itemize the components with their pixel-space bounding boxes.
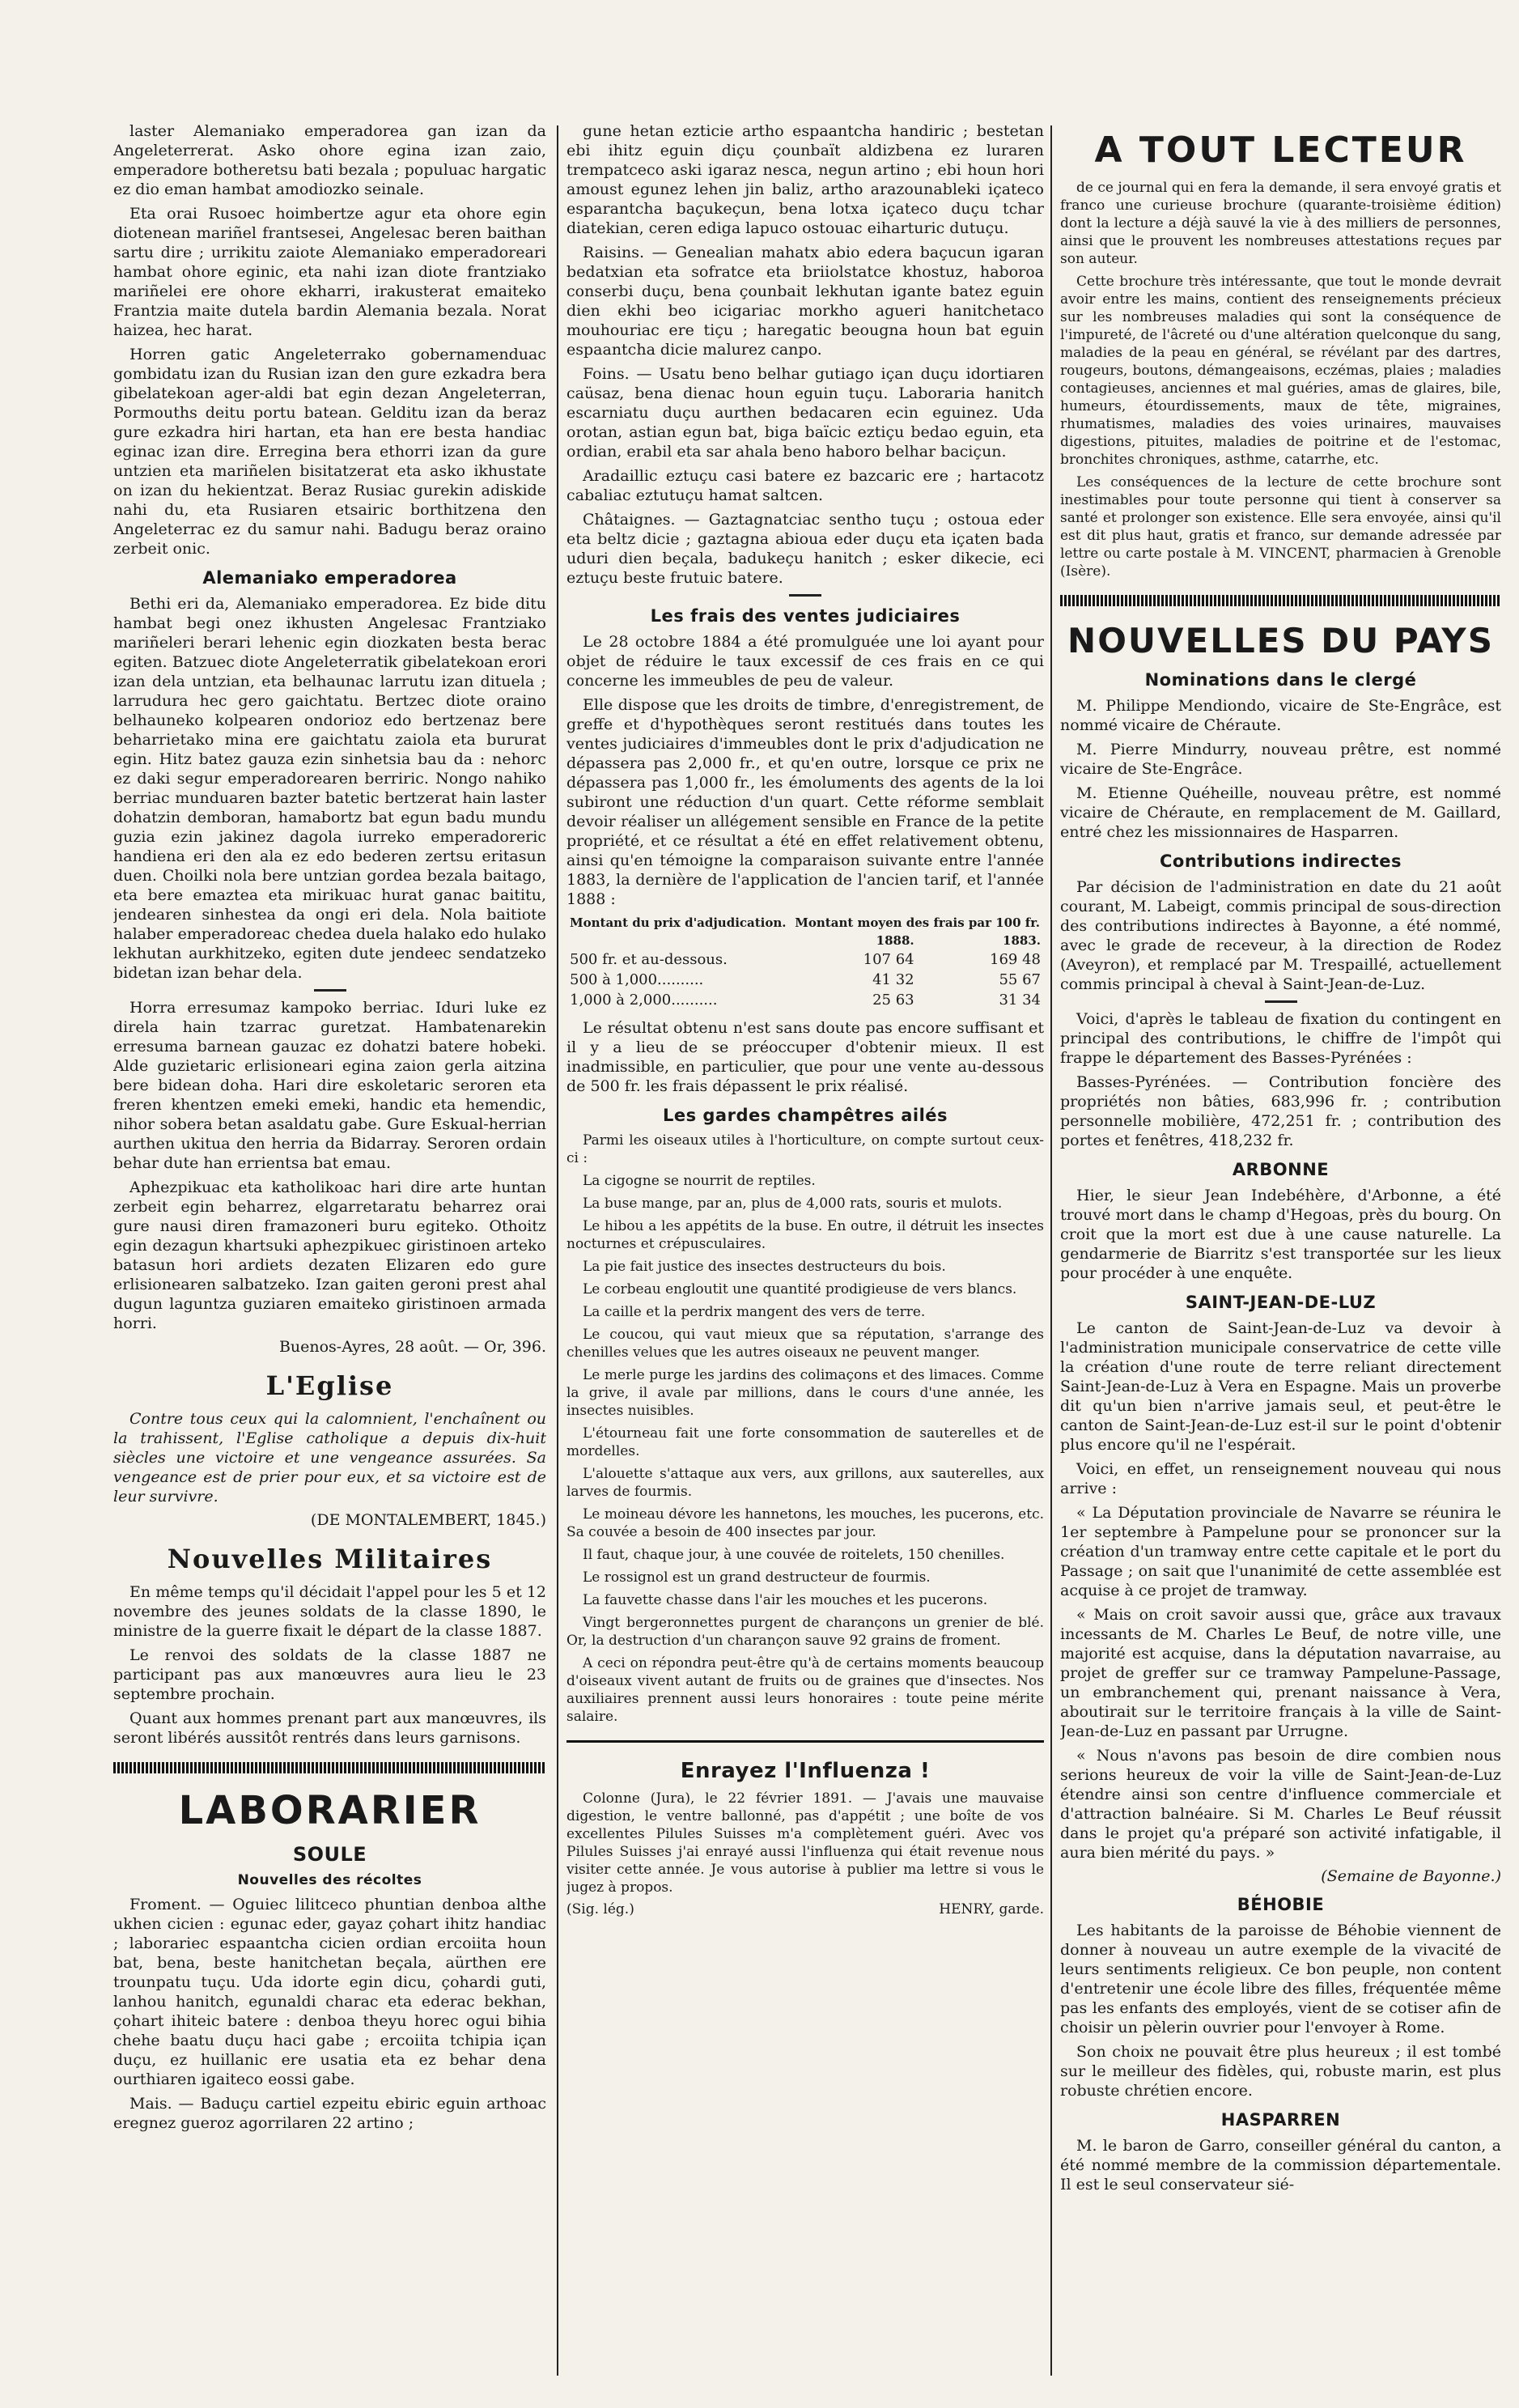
article-paragraph: Vingt bergeronnettes purgent de charançons un grenier de blé. Or, la destruction d'un charançon sauve 92 grains de froment. bbox=[566, 1615, 1044, 1649]
ad-heading: Enrayez l'Influenza ! bbox=[680, 1759, 931, 1783]
column-2 bbox=[566, 121, 1044, 1917]
article-paragraph: Horren gatic Angeleterrako gobernamenduac gombidatu izan du Rusian izan den gure ezkadra bera gibelatekoan ager-aldi bat egin dezan Angeleterran, Pormouths deitu portu batean. Gelditu izan da beraz gure ezkadra hiri hartan, eta han ere besta handiac eginac izan dire. Erregina bera ethorri izan da gure untzien eta mariñelen bisitatzerat eta asko ikhustate on izan du hekientzat. Beraz Rusiac gurekin adiskide nahi du, eta Rusiaren etsairic borthitzena den Angeleterrac ez du samur nahi. Badugu beraz oraino zerbeit onic. bbox=[113, 346, 546, 558]
section-heading: Les frais des ventes judiciaires bbox=[650, 606, 961, 626]
article-paragraph: Quant aux hommes prenant part aux manœuvres, ils seront libérés aussitôt rentrés dans leurs garnisons. bbox=[113, 1709, 546, 1747]
article-paragraph: Son choix ne pouvait être plus heureux ; il est tombé sur le meilleur des fidèles, qui, robuste marin, est plus robuste chrétien encore. bbox=[1060, 2043, 1501, 2100]
column-rule bbox=[557, 125, 558, 2376]
section-rule bbox=[113, 1762, 546, 1773]
table-cell: 500 à 1,000.......... bbox=[570, 971, 704, 988]
subsection-heading: ARBONNE bbox=[1232, 1160, 1330, 1179]
subsection-heading: SOULE bbox=[292, 1843, 367, 1866]
article-paragraph: Voici, d'après le tableau de fixation du contingent en principal des contributions, le chiffre de l'impôt qui frappe le département des Basses-Pyrénées : bbox=[1060, 1010, 1501, 1067]
ad-paragraph: de ce journal qui en fera la demande, il sera envoyé gratis et franco une curieuse brochure (quarante-troisième édition) dont la lecture a déjà sauvé la vie à des milliers de personnes, ainsi que le prouvent les nombreuses attestations reçues par son auteur. bbox=[1060, 180, 1501, 267]
column-3 bbox=[1060, 121, 1501, 2199]
divider bbox=[789, 594, 821, 597]
ad-paragraph: Les conséquences de la lecture de cette brochure sont inestimables pour toute personne qui tient à conserver sa santé et prolonger son existence. Elle sera envoyée, ainsi qu'il est dit plus haut, gratis et franco, sur demande adressée par lettre ou carte postale à M. VINCENT, pharmacien à Grenoble (Isère). bbox=[1060, 474, 1501, 580]
article-paragraph: L'étourneau fait une forte consommation de sauterelles et de mordelles. bbox=[566, 1425, 1044, 1459]
subsection-heading: Nominations dans le clergé bbox=[1144, 670, 1417, 690]
article-paragraph: Elle dispose que les droits de timbre, d'enregistrement, de greffe et d'hypothèques seront restitués dans toutes les ventes judiciaires d'immeubles dont le prix d'adjudication ne dépassera pas 2,000 fr., et qu'en outre, lorsque ce prix ne dépassera pas 1,000 fr., les émoluments des agents de la loi subiront une réduction d'un quart. Cette réforme semblait devoir réaliser un allégement sensible en France de la petite propriété, et ce résultat a été en effet relativement obtenu, ainsi qu'en témoigne la comparaison suivante entre l'année 1883, la dernière de l'application de l'ancien tarif, et l'année 1888 : bbox=[566, 696, 1044, 908]
article-paragraph: A ceci on répondra peut-être qu'à de certains moments beaucoup d'oiseaux vivent autant de fruits ou de graines que d'insectes. Nos auxiliaires prennent aussi leurs honoraires : toute peine mérite salaire. bbox=[566, 1655, 1044, 1725]
table-row bbox=[566, 949, 1044, 970]
article-paragraph: gune hetan ezticie artho espaantcha handiric ; bestetan ebi ihitz eguin diçu çounbaït aldizbena ez luraren trempatceco aski igaraz nesca, negun artino ; ebi houn hori amoust egunez lehen jin baliz, artho arazounableki içateco esparantcha baçukeçun, bena lotxa içateco duçu tchar diatekian, ceren ediga lapuco ostouac eiharturic dutuçu. bbox=[566, 122, 1044, 237]
article-paragraph: La cigogne se nourrit de reptiles. bbox=[583, 1173, 816, 1189]
article-paragraph: « La Députation provinciale de Navarre se réunira le 1er septembre à Pampelune pour se prononcer sur la création d'un tramway entre cette capitale et le port du Passage ; on sait que l'unanimité de cette assemblée est acquise à ce projet de tramway. bbox=[1060, 1504, 1501, 1599]
article-paragraph: Mais. — Baduçu cartiel ezpeitu ebiric eguin arthoac eregnez gueroz agorrilaren 22 artino ; bbox=[113, 2095, 546, 2132]
section-heading: Les gardes champêtres ailés bbox=[662, 1106, 948, 1125]
divider bbox=[314, 989, 346, 992]
table-header: Montant du prix d'adjudication. bbox=[570, 915, 787, 930]
article-paragraph: Raisins. — Genealian mahatx abio edera baçucun igaran bedatxian eta sofratce eta briiolstatce khostuz, haboroa conserbi duçu, bena çounbait lekhutan igante batez eguin dien ekhi beo icigariac morkho agueri hanitchetaco mouhouriac ere tiçu ; haregatic beougna houn bat eguin espaantcha dicie malurez canpo. bbox=[566, 244, 1044, 359]
fees-table bbox=[566, 914, 1044, 1010]
article-paragraph: La buse mange, par an, plus de 4,000 rats, souris et mulots. bbox=[583, 1196, 1003, 1212]
subsection-heading: BÉHOBIE bbox=[1237, 1895, 1325, 1914]
article-paragraph: La fauvette chasse dans l'air les mouches et les pucerons. bbox=[583, 1592, 988, 1608]
table-header: 1888. bbox=[876, 933, 914, 948]
section-heading: Nouvelles Militaires bbox=[167, 1544, 493, 1574]
article-paragraph: Hier, le sieur Jean Indebéhère, d'Arbonne, a été trouvé mort dans le champ d'Hegoas, près du bourg. On croit que la mort est due à une cause naturelle. La gendarmerie de Biarritz s'est transportée sur les lieux pour procéder à une enquête. bbox=[1060, 1187, 1501, 1282]
divider bbox=[1265, 1000, 1297, 1003]
table-header: Montant moyen des frais par 100 fr. bbox=[795, 915, 1040, 930]
table-row bbox=[566, 970, 1044, 990]
column-rule bbox=[1050, 125, 1052, 2376]
article-paragraph: L'alouette s'attaque aux vers, aux grillons, aux sauterelles, aux larves de fourmis. bbox=[566, 1466, 1044, 1500]
source-signature: (Semaine de Bayonne.) bbox=[1321, 1867, 1501, 1885]
article-paragraph: laster Alemaniako emperadorea gan izan da Angeleterrerat. Asko ohore egina izan zaio, emperadore botheretsu bati bezala ; populuac hargatic ez dio eman hambat amodiozko seinale. bbox=[113, 122, 546, 198]
article-paragraph: Par décision de l'administration en date du 21 août courant, M. Labeigt, commis principal de sous-direction des contributions indirectes à Bayonne, a été nommé, avec le grade de receveur, à la direction de Rodez (Aveyron), et remplacé par M. Trespaillé, actuellement commis principal à cheval à Saint-Jean-de-Luz. bbox=[1060, 878, 1501, 993]
article-paragraph: Châtaignes. — Gaztagnatciac sentho tuçu ; ostoua eder eta beltz dicie ; gaztagna abioua eder duçu eta içaten bada uduri dien beçala, badukeçu hanitch ; esker dikecie, eci eztuçu beste frutuic batere. bbox=[566, 511, 1044, 587]
table-cell: 41 32 bbox=[872, 971, 914, 988]
subsection-heading: SAINT-JEAN-DE-LUZ bbox=[1185, 1293, 1377, 1312]
article-paragraph: M. le baron de Garro, conseiller général du canton, a été nommé membre de la commission départementale. Il est le seul conservateur sié- bbox=[1060, 2137, 1501, 2194]
subsection-heading: Contributions indirectes bbox=[1160, 852, 1402, 871]
article-paragraph: M. Etienne Quéheille, nouveau prêtre, est nommé vicaire de Chéraute, en remplacement de M. Gaillard, entré chez les missionnaires de Hasparren. bbox=[1060, 784, 1501, 841]
article-paragraph: La pie fait justice des insectes destructeurs du bois. bbox=[583, 1259, 946, 1275]
subsection-heading: HASPARREN bbox=[1220, 2110, 1341, 2130]
dateline: Buenos-Ayres, 28 août. — Or, 396. bbox=[278, 1338, 546, 1356]
article-paragraph: Bethi eri da, Alemaniako emperadorea. Ez bide ditu hambat begi onez ikhusten Angelesac Frantziako mariñeleri berari lehenic egin diozkaten besta berac egiten. Batzuec diote Angeleterratik gibelatekoan erori izan dela untzian, eta belhaunac larrutu izan dituela ; larrudura hec gero gaichtatu. Bertzec diote oraino belhauneko kolpearen ondorioz edo bertzenaz bere beharrietako mina ere gaichtatu zaiola eta bururat egin. Hitz batez gauza ezin sinhetsia bau da : nehorc ez daki segur emperadorearen berriric. Nongo nahiko berriac munduaren bazter batetic bertzerat hain laster dohatzin demboran, hamabortz bat egun badu mundu guzia ezin jakinez dagola iurreko emperadoreric handiena eri den ala ez edo bederen zertsu eritasun duen. Choilki nola bere untzian gordea bezala baitago, eta bere emaztea eta mirikuac hurat ganac baititu, jendearen sinhestea da ongi eri dela. Nola baitiote halaber emperadoreac chedea duela halako edo hulako lekhutan aurkhitzeko, egiten dute jendeec sendatzeko bidetan izan behar dela. bbox=[113, 595, 546, 982]
article-paragraph: Parmi les oiseaux utiles à l'horticulture, on compte surtout ceux-ci : bbox=[566, 1132, 1044, 1166]
article-paragraph: Eta orai Rusoec hoimbertze agur eta ohore egin diotenean mariñel frantsesei, Angelesac beren baithan sartu dire ; urrikitu zaiote Alemaniako emperadoreari hambat ohore eginic, eta nahi izan diote frantziako mariñelei ere ohore ekharri, irakusterat emaiteko Frantzia maite dutela bardin Alemania bezala. Norat haizea, hec harat. bbox=[113, 205, 546, 339]
table-cell: 500 fr. et au-dessous. bbox=[570, 951, 728, 968]
article-paragraph: « Mais on croit savoir aussi que, grâce aux travaux incessants de M. Charles Le Beuf, de notre ville, une majorité est acquise, dans la députation navarraise, au projet de greffer sur ce tramway Pampelune-Passage, un embranchement qui, prenant naissance à Vera, aboutirait sur le territoire français à la ville de Saint-Jean-de-Luz en passant par Urrugne. bbox=[1060, 1606, 1501, 1740]
subsection-heading: Nouvelles des récoltes bbox=[237, 1872, 422, 1888]
quote-paragraph: Contre tous ceux qui la calomnient, l'enchaînent ou la trahissent, l'Eglise catholique a depuis dix-huit siècles une victoire et une vengeance assurées. Sa vengeance est de prier pour eux, et sa victoire est de leur survivre. bbox=[113, 1410, 546, 1506]
article-paragraph: Froment. — Oguiec lilitceco phuntian denboa althe ukhen cicien : egunac eder, gayaz çohart ihitz handiac ; laborariec espaantcha cicien ordian ercoiita houn bat, bena, beste hanitchetan beçala, aürthen ere trounpatu tuçu. Uda idorte egin dicu, çohardi guti, lanhou hanitch, egunaldi charac eta ederac bekhan, çohart ihiteic batere : denboa theyu horec ogui bihia chehe baatu duçu haci gabe ; ercoiita tchipia içan duçu, ez huillanic ere usatia eta ez behar dena ourthiaren igaiteco eossi gabe. bbox=[113, 1896, 546, 2088]
section-rule bbox=[1060, 595, 1501, 606]
article-paragraph: M. Pierre Mindurry, nouveau prêtre, est nommé vicaire de Ste-Engrâce. bbox=[1060, 741, 1501, 778]
article-paragraph: Foins. — Usatu beno belhar gutiago içan duçu idortiaren caüsaz, bena dienac houn eguin tuçu. Laboraria hanitch escarniatu duçu aurthen bedacaren ecin eguinez. Uda orotan, astian egun bat, biga baïcic eztiçu bedao eguin, eta ordian, erabil eta sar ahala beno haboro belhar baciçun. bbox=[566, 365, 1044, 461]
article-paragraph: Le merle purge les jardins des colimaçons et des limaces. Comme la grive, il avale par millions, dans le cours d'une année, les insectes nuisibles. bbox=[566, 1367, 1044, 1419]
table-cell: 31 34 bbox=[999, 992, 1041, 1009]
quote-signature: (DE MONTALEMBERT, 1845.) bbox=[310, 1511, 546, 1529]
table-header: 1883. bbox=[1003, 933, 1041, 948]
article-paragraph: Il faut, chaque jour, à une couvée de roitelets, 150 chenilles. bbox=[583, 1547, 1005, 1563]
article-paragraph: Le résultat obtenu n'est sans doute pas encore suffisant et il y a lieu de se préoccuper d'obtenir mieux. Il est inadmissible, en particulier, que pour une vente au-dessous de 500 fr. les frais dépassent le prix réalisé. bbox=[566, 1019, 1044, 1095]
section-heading: L'Eglise bbox=[265, 1370, 394, 1401]
article-paragraph: « Nous n'avons pas besoin de dire combien nous serions heureux de voir la ville de Saint-Jean-de-Luz étendre ainsi son centre d'influence commerciale et d'attraction balnéaire. Si M. Charles Le Beuf réussit dans le projet qu'a préparé son activité infatigable, il aura bien mérité du pays. » bbox=[1060, 1747, 1501, 1862]
column-1 bbox=[113, 121, 546, 2138]
article-paragraph: En même temps qu'il décidait l'appel pour les 5 et 12 novembre des jeunes soldats de la classe 1890, le ministre de la guerre fixait le départ de la classe 1887. bbox=[113, 1583, 546, 1640]
ad-heading: A TOUT LECTEUR bbox=[1094, 130, 1467, 171]
advertisement bbox=[566, 1740, 1044, 1917]
article-paragraph: Le moineau dévore les hannetons, les mouches, les pucerons, etc. Sa couvée a besoin de 400 insectes par jour. bbox=[566, 1506, 1044, 1540]
table-cell: 55 67 bbox=[999, 971, 1041, 988]
article-paragraph: Aphezpikuac eta katholikoac hari dire arte huntan zerbeit egin beharrez, elgarretaratu beharrez orai gure nausi diren framazoneri buru egiteko. Othoitz egin dezagun khartsuki aphezpikuec giristinoen arteko batasun hori ardiets dezaten Elizaren edo gure erlisionearen salbatzeko. Izan gaiten geroni prest ahal dugun laguntza guziaren emaiteko giristinoen armada horri. bbox=[113, 1179, 546, 1332]
article-paragraph: La caille et la perdrix mangent des vers de terre. bbox=[583, 1304, 926, 1320]
article-paragraph: Le canton de Saint-Jean-de-Luz va devoir à l'administration municipale conservatrice de cette ville la création d'une route de terre reliant directement Saint-Jean-de-Luz à Vera en Espagne. Mais un proverbe dit qu'un bien n'arrive jamais seul, et peut-être le canton de Saint-Jean-de-Luz est-il sur le point d'obtenir plus encore qu'il ne l'espérait. bbox=[1060, 1319, 1501, 1454]
ad-text: Colonne (Jura), le 22 février 1891. — J'avais une mauvaise digestion, le ventre ballonné, pas d'appétit ; une boîte de vos excellentes Pilules Suisses m'a complètement guéri. Avec vos Pilules Suisses j'ai enrayé aussi l'influenza qui était revenue nous visiter cette année. Je vous autorise à publier ma lettre si vous le jugez à propos. bbox=[566, 1790, 1044, 1896]
table-cell: 107 64 bbox=[863, 951, 914, 968]
article-paragraph: Basses-Pyrénées. — Contribution foncière des propriétés non bâties, 683,996 fr. ; contribution personnelle mobilière, 472,251 fr. ; contribution des portes et fenêtres, 418,232 fr. bbox=[1060, 1073, 1501, 1149]
table-row bbox=[566, 990, 1044, 1010]
ad-paragraph: Cette brochure très intéressante, que tout le monde devrait avoir entre les mains, contient des renseignements précieux sur les nombreuses maladies qui sont la conséquence de l'impureté, de l'âcreté ou d'une altération quelconque du sang, maladies de la peau en général, se révélant par des dartres, rougeurs, boutons, démangeaisons, eczémas, plaies ; maladies contagieuses, anciennes et mal guéries, amas de glaires, bile, humeurs, étourdissements, maux de tête, migraines, rhumatismes, maladies des voies urinaires, mauvaises digestions, pituites, maladies de poitrine et de l'estomac, bronchites chroniques, asthme, catarrhe, etc. bbox=[1060, 274, 1501, 468]
article-paragraph: Le hibou a les appétits de la buse. En outre, il détruit les insectes nocturnes et crépusculaires. bbox=[566, 1218, 1044, 1252]
article-paragraph: Le coucou, qui vaut mieux que sa réputation, s'arrange des chenilles velues que les autres oiseaux ne peuvent manger. bbox=[566, 1327, 1044, 1361]
section-heading: NOUVELLES DU PAYS bbox=[1067, 621, 1494, 660]
article-paragraph: Horra erresumaz kampoko berriac. Iduri luke ez direla hain tzarrac guretzat. Hambatenarekin erresuma barnean gauzac ez dohatzi batere hobeki. Alde guzietaric erlisioneari egina zaion gerla aitzina bere bidean doha. Hari dire eskoletaric seroren eta freren khentzen emeki emeki, handic eta hemendic, nihor sobera betan asaldatu gabe. Gure Eskual-herrian aurthen ukitua den herria da Bidarray. Seroren ordain behar dute han errientsa bat emau. bbox=[113, 999, 546, 1172]
article-paragraph: Le corbeau engloutit une quantité prodigieuse de vers blancs. bbox=[583, 1281, 1017, 1297]
ad-signature: (Sig. lég.) bbox=[566, 1901, 634, 1917]
article-paragraph: Les habitants de la paroisse de Béhobie viennent de donner à nouveau un autre exemple de la vivacité de leurs sentiments religieux. Ce bon peuple, non content d'entretenir une école libre des filles, fréquentée même pas les enfants des employés, vient de se cotiser afin de choisir un pèlerin ouvrier pour l'envoyer à Rome. bbox=[1060, 1922, 1501, 2036]
article-paragraph: Le renvoi des soldats de la classe 1887 ne participant pas aux manœuvres aura lieu le 23 septembre prochain. bbox=[113, 1646, 546, 1703]
article-paragraph: Le rossignol est un grand destructeur de fourmis. bbox=[583, 1569, 931, 1586]
table-cell: 25 63 bbox=[872, 992, 914, 1009]
article-paragraph: Le 28 octobre 1884 a été promulguée une loi ayant pour objet de réduire le taux excessif de ces frais en ce qui concerne les immeubles de peu de valeur. bbox=[566, 633, 1044, 690]
article-paragraph: Voici, en effet, un renseignement nouveau qui nous arrive : bbox=[1060, 1460, 1501, 1497]
table-cell: 1,000 à 2,000.......... bbox=[570, 992, 718, 1009]
article-paragraph: M. Philippe Mendiondo, vicaire de Ste-Engrâce, est nommé vicaire de Chéraute. bbox=[1060, 697, 1501, 734]
basque-politics-article bbox=[113, 121, 546, 558]
table-cell: 169 48 bbox=[990, 951, 1041, 968]
section-heading: LABORARIER bbox=[178, 1788, 482, 1833]
section-heading: Alemaniako emperadorea bbox=[202, 568, 457, 588]
article-paragraph: Aradaillic eztuçu casi batere ez bazcaric ere ; hartacotz cabaliac eztutuçu hamat saltcen. bbox=[566, 467, 1044, 504]
ad-signature: HENRY, garde. bbox=[939, 1901, 1044, 1917]
